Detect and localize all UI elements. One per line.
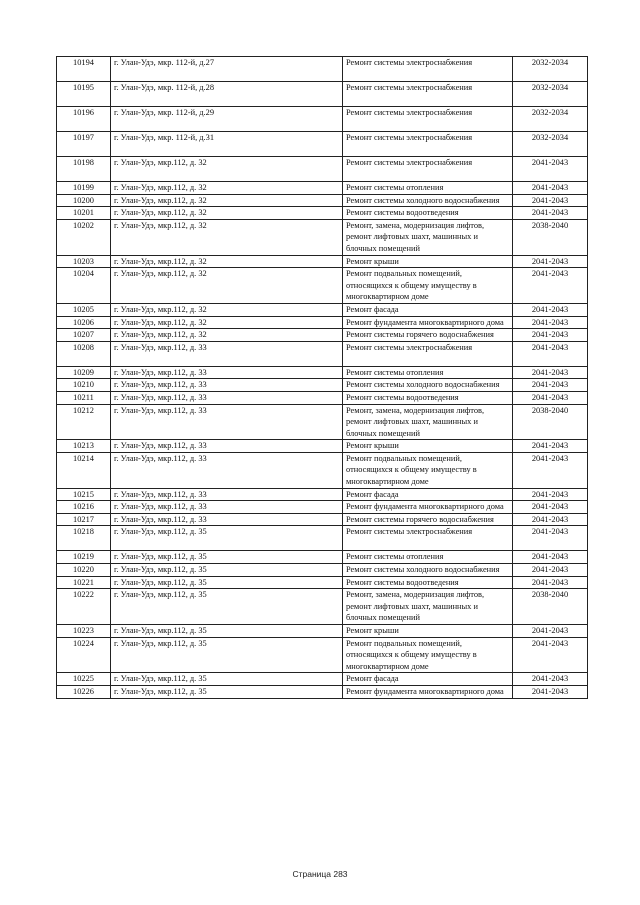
work-type-cell: Ремонт фасада (343, 673, 513, 686)
table-row (57, 513, 588, 526)
table-row (57, 379, 588, 392)
work-type-cell: Ремонт фундамента многоквартирного дома (343, 685, 513, 698)
table-row (57, 404, 588, 440)
table-row (57, 107, 588, 132)
row-number-cell: 10209 (57, 366, 111, 379)
address-cell: г. Улан-Удэ, мкр.112, д. 32 (111, 182, 343, 195)
period-cell: 2032-2034 (513, 132, 588, 157)
period-cell: 2041-2043 (513, 685, 588, 698)
table-row (57, 341, 588, 366)
address-cell: г. Улан-Удэ, мкр.112, д. 33 (111, 501, 343, 514)
work-type-cell: Ремонт, замена, модернизация лифтов, ремонт лифтовых шахт, машинных и блочных помещений (343, 589, 513, 625)
period-cell: 2041-2043 (513, 673, 588, 686)
table-row (57, 488, 588, 501)
work-type-cell: Ремонт системы электроснабжения (343, 157, 513, 182)
table-row (57, 219, 588, 255)
period-cell: 2041-2043 (513, 513, 588, 526)
capital-repair-table (56, 56, 588, 699)
address-cell: г. Улан-Удэ, мкр.112, д. 32 (111, 194, 343, 207)
table-row (57, 589, 588, 625)
address-cell: г. Улан-Удэ, мкр.112, д. 33 (111, 341, 343, 366)
period-cell: 2041-2043 (513, 182, 588, 195)
work-type-cell: Ремонт системы электроснабжения (343, 57, 513, 82)
table-row (57, 685, 588, 698)
address-cell: г. Улан-Удэ, мкр. 112-й, д.29 (111, 107, 343, 132)
row-number-cell: 10217 (57, 513, 111, 526)
period-cell: 2041-2043 (513, 440, 588, 453)
period-cell: 2041-2043 (513, 268, 588, 304)
address-cell: г. Улан-Удэ, мкр.112, д. 33 (111, 488, 343, 501)
table-row (57, 551, 588, 564)
address-cell: г. Улан-Удэ, мкр.112, д. 35 (111, 526, 343, 551)
period-cell: 2041-2043 (513, 157, 588, 182)
address-cell: г. Улан-Удэ, мкр.112, д. 33 (111, 452, 343, 488)
table-row (57, 255, 588, 268)
row-number-cell: 10213 (57, 440, 111, 453)
address-cell: г. Улан-Удэ, мкр.112, д. 32 (111, 255, 343, 268)
period-cell: 2041-2043 (513, 391, 588, 404)
work-type-cell: Ремонт крыши (343, 625, 513, 638)
work-type-cell: Ремонт фасада (343, 303, 513, 316)
address-cell: г. Улан-Удэ, мкр.112, д. 32 (111, 219, 343, 255)
table-row (57, 194, 588, 207)
work-type-cell: Ремонт системы водоотведения (343, 207, 513, 220)
row-number-cell: 10200 (57, 194, 111, 207)
table-row (57, 625, 588, 638)
period-cell: 2032-2034 (513, 107, 588, 132)
address-cell: г. Улан-Удэ, мкр.112, д. 35 (111, 685, 343, 698)
work-type-cell: Ремонт крыши (343, 255, 513, 268)
table-row (57, 329, 588, 342)
address-cell: г. Улан-Удэ, мкр. 112-й, д.28 (111, 82, 343, 107)
work-type-cell: Ремонт системы электроснабжения (343, 526, 513, 551)
address-cell: г. Улан-Удэ, мкр.112, д. 35 (111, 576, 343, 589)
page-number: Страница 283 (292, 869, 348, 879)
table-row (57, 132, 588, 157)
row-number-cell: 10196 (57, 107, 111, 132)
table-row (57, 82, 588, 107)
period-cell: 2038-2040 (513, 589, 588, 625)
address-cell: г. Улан-Удэ, мкр.112, д. 35 (111, 625, 343, 638)
row-number-cell: 10207 (57, 329, 111, 342)
row-number-cell: 10203 (57, 255, 111, 268)
work-type-cell: Ремонт системы холодного водоснабжения (343, 194, 513, 207)
work-type-cell: Ремонт системы горячего водоснабжения (343, 513, 513, 526)
address-cell: г. Улан-Удэ, мкр.112, д. 32 (111, 207, 343, 220)
period-cell: 2041-2043 (513, 379, 588, 392)
address-cell: г. Улан-Удэ, мкр.112, д. 33 (111, 440, 343, 453)
period-cell: 2038-2040 (513, 219, 588, 255)
row-number-cell: 10215 (57, 488, 111, 501)
work-type-cell: Ремонт системы электроснабжения (343, 107, 513, 132)
period-cell: 2041-2043 (513, 207, 588, 220)
address-cell: г. Улан-Удэ, мкр.112, д. 33 (111, 513, 343, 526)
address-cell: г. Улан-Удэ, мкр.112, д. 32 (111, 329, 343, 342)
period-cell: 2041-2043 (513, 501, 588, 514)
work-type-cell: Ремонт крыши (343, 440, 513, 453)
table-row (57, 440, 588, 453)
row-number-cell: 10202 (57, 219, 111, 255)
period-cell: 2041-2043 (513, 316, 588, 329)
work-type-cell: Ремонт системы электроснабжения (343, 132, 513, 157)
address-cell: г. Улан-Удэ, мкр.112, д. 33 (111, 379, 343, 392)
table-row (57, 673, 588, 686)
period-cell: 2041-2043 (513, 329, 588, 342)
row-number-cell: 10221 (57, 576, 111, 589)
table-row (57, 564, 588, 577)
work-type-cell: Ремонт фундамента многоквартирного дома (343, 316, 513, 329)
work-type-cell: Ремонт, замена, модернизация лифтов, ремонт лифтовых шахт, машинных и блочных помещений (343, 219, 513, 255)
period-cell: 2041-2043 (513, 255, 588, 268)
period-cell: 2041-2043 (513, 564, 588, 577)
table-row (57, 366, 588, 379)
table-row (57, 303, 588, 316)
row-number-cell: 10194 (57, 57, 111, 82)
work-type-cell: Ремонт фундамента многоквартирного дома (343, 501, 513, 514)
table-row (57, 157, 588, 182)
period-cell: 2041-2043 (513, 341, 588, 366)
row-number-cell: 10204 (57, 268, 111, 304)
period-cell: 2041-2043 (513, 303, 588, 316)
row-number-cell: 10218 (57, 526, 111, 551)
address-cell: г. Улан-Удэ, мкр.112, д. 35 (111, 637, 343, 673)
work-type-cell: Ремонт, замена, модернизация лифтов, ремонт лифтовых шахт, машинных и блочных помещений (343, 404, 513, 440)
work-type-cell: Ремонт системы электроснабжения (343, 341, 513, 366)
table-body (57, 57, 588, 699)
row-number-cell: 10219 (57, 551, 111, 564)
row-number-cell: 10201 (57, 207, 111, 220)
row-number-cell: 10216 (57, 501, 111, 514)
period-cell: 2041-2043 (513, 366, 588, 379)
address-cell: г. Улан-Удэ, мкр.112, д. 33 (111, 404, 343, 440)
row-number-cell: 10195 (57, 82, 111, 107)
row-number-cell: 10210 (57, 379, 111, 392)
work-type-cell: Ремонт подвальных помещений, относящихся к общему имуществу в многоквартирном доме (343, 452, 513, 488)
address-cell: г. Улан-Удэ, мкр. 112-й, д.31 (111, 132, 343, 157)
work-type-cell: Ремонт системы электроснабжения (343, 82, 513, 107)
table-row (57, 526, 588, 551)
work-type-cell: Ремонт подвальных помещений, относящихся к общему имуществу в многоквартирном доме (343, 637, 513, 673)
address-cell: г. Улан-Удэ, мкр.112, д. 32 (111, 157, 343, 182)
row-number-cell: 10198 (57, 157, 111, 182)
period-cell: 2041-2043 (513, 551, 588, 564)
work-type-cell: Ремонт фасада (343, 488, 513, 501)
address-cell: г. Улан-Удэ, мкр.112, д. 33 (111, 366, 343, 379)
address-cell: г. Улан-Удэ, мкр.112, д. 35 (111, 564, 343, 577)
table-row (57, 182, 588, 195)
address-cell: г. Улан-Удэ, мкр.112, д. 35 (111, 551, 343, 564)
table-row (57, 501, 588, 514)
address-cell: г. Улан-Удэ, мкр.112, д. 33 (111, 391, 343, 404)
row-number-cell: 10208 (57, 341, 111, 366)
row-number-cell: 10199 (57, 182, 111, 195)
address-cell: г. Улан-Удэ, мкр.112, д. 32 (111, 303, 343, 316)
address-cell: г. Улан-Удэ, мкр.112, д. 32 (111, 316, 343, 329)
table-row (57, 207, 588, 220)
address-cell: г. Улан-Удэ, мкр.112, д. 35 (111, 673, 343, 686)
row-number-cell: 10222 (57, 589, 111, 625)
work-type-cell: Ремонт системы отопления (343, 366, 513, 379)
row-number-cell: 10214 (57, 452, 111, 488)
address-cell: г. Улан-Удэ, мкр. 112-й, д.27 (111, 57, 343, 82)
row-number-cell: 10223 (57, 625, 111, 638)
period-cell: 2041-2043 (513, 625, 588, 638)
row-number-cell: 10226 (57, 685, 111, 698)
period-cell: 2041-2043 (513, 576, 588, 589)
table-row (57, 637, 588, 673)
table-row (57, 391, 588, 404)
work-type-cell: Ремонт системы водоотведения (343, 391, 513, 404)
table-row (57, 268, 588, 304)
period-cell: 2041-2043 (513, 452, 588, 488)
row-number-cell: 10225 (57, 673, 111, 686)
period-cell: 2032-2034 (513, 57, 588, 82)
period-cell: 2041-2043 (513, 637, 588, 673)
work-type-cell: Ремонт подвальных помещений, относящихся к общему имуществу в многоквартирном доме (343, 268, 513, 304)
table-row (57, 576, 588, 589)
work-type-cell: Ремонт системы холодного водоснабжения (343, 564, 513, 577)
work-type-cell: Ремонт системы отопления (343, 551, 513, 564)
table-row (57, 57, 588, 82)
row-number-cell: 10197 (57, 132, 111, 157)
period-cell: 2032-2034 (513, 82, 588, 107)
work-type-cell: Ремонт системы горячего водоснабжения (343, 329, 513, 342)
work-type-cell: Ремонт системы отопления (343, 182, 513, 195)
row-number-cell: 10211 (57, 391, 111, 404)
address-cell: г. Улан-Удэ, мкр.112, д. 32 (111, 268, 343, 304)
row-number-cell: 10206 (57, 316, 111, 329)
row-number-cell: 10224 (57, 637, 111, 673)
period-cell: 2038-2040 (513, 404, 588, 440)
period-cell: 2041-2043 (513, 194, 588, 207)
work-type-cell: Ремонт системы холодного водоснабжения (343, 379, 513, 392)
work-type-cell: Ремонт системы водоотведения (343, 576, 513, 589)
row-number-cell: 10212 (57, 404, 111, 440)
period-cell: 2041-2043 (513, 526, 588, 551)
table-row (57, 316, 588, 329)
table-row (57, 452, 588, 488)
row-number-cell: 10220 (57, 564, 111, 577)
period-cell: 2041-2043 (513, 488, 588, 501)
address-cell: г. Улан-Удэ, мкр.112, д. 35 (111, 589, 343, 625)
row-number-cell: 10205 (57, 303, 111, 316)
